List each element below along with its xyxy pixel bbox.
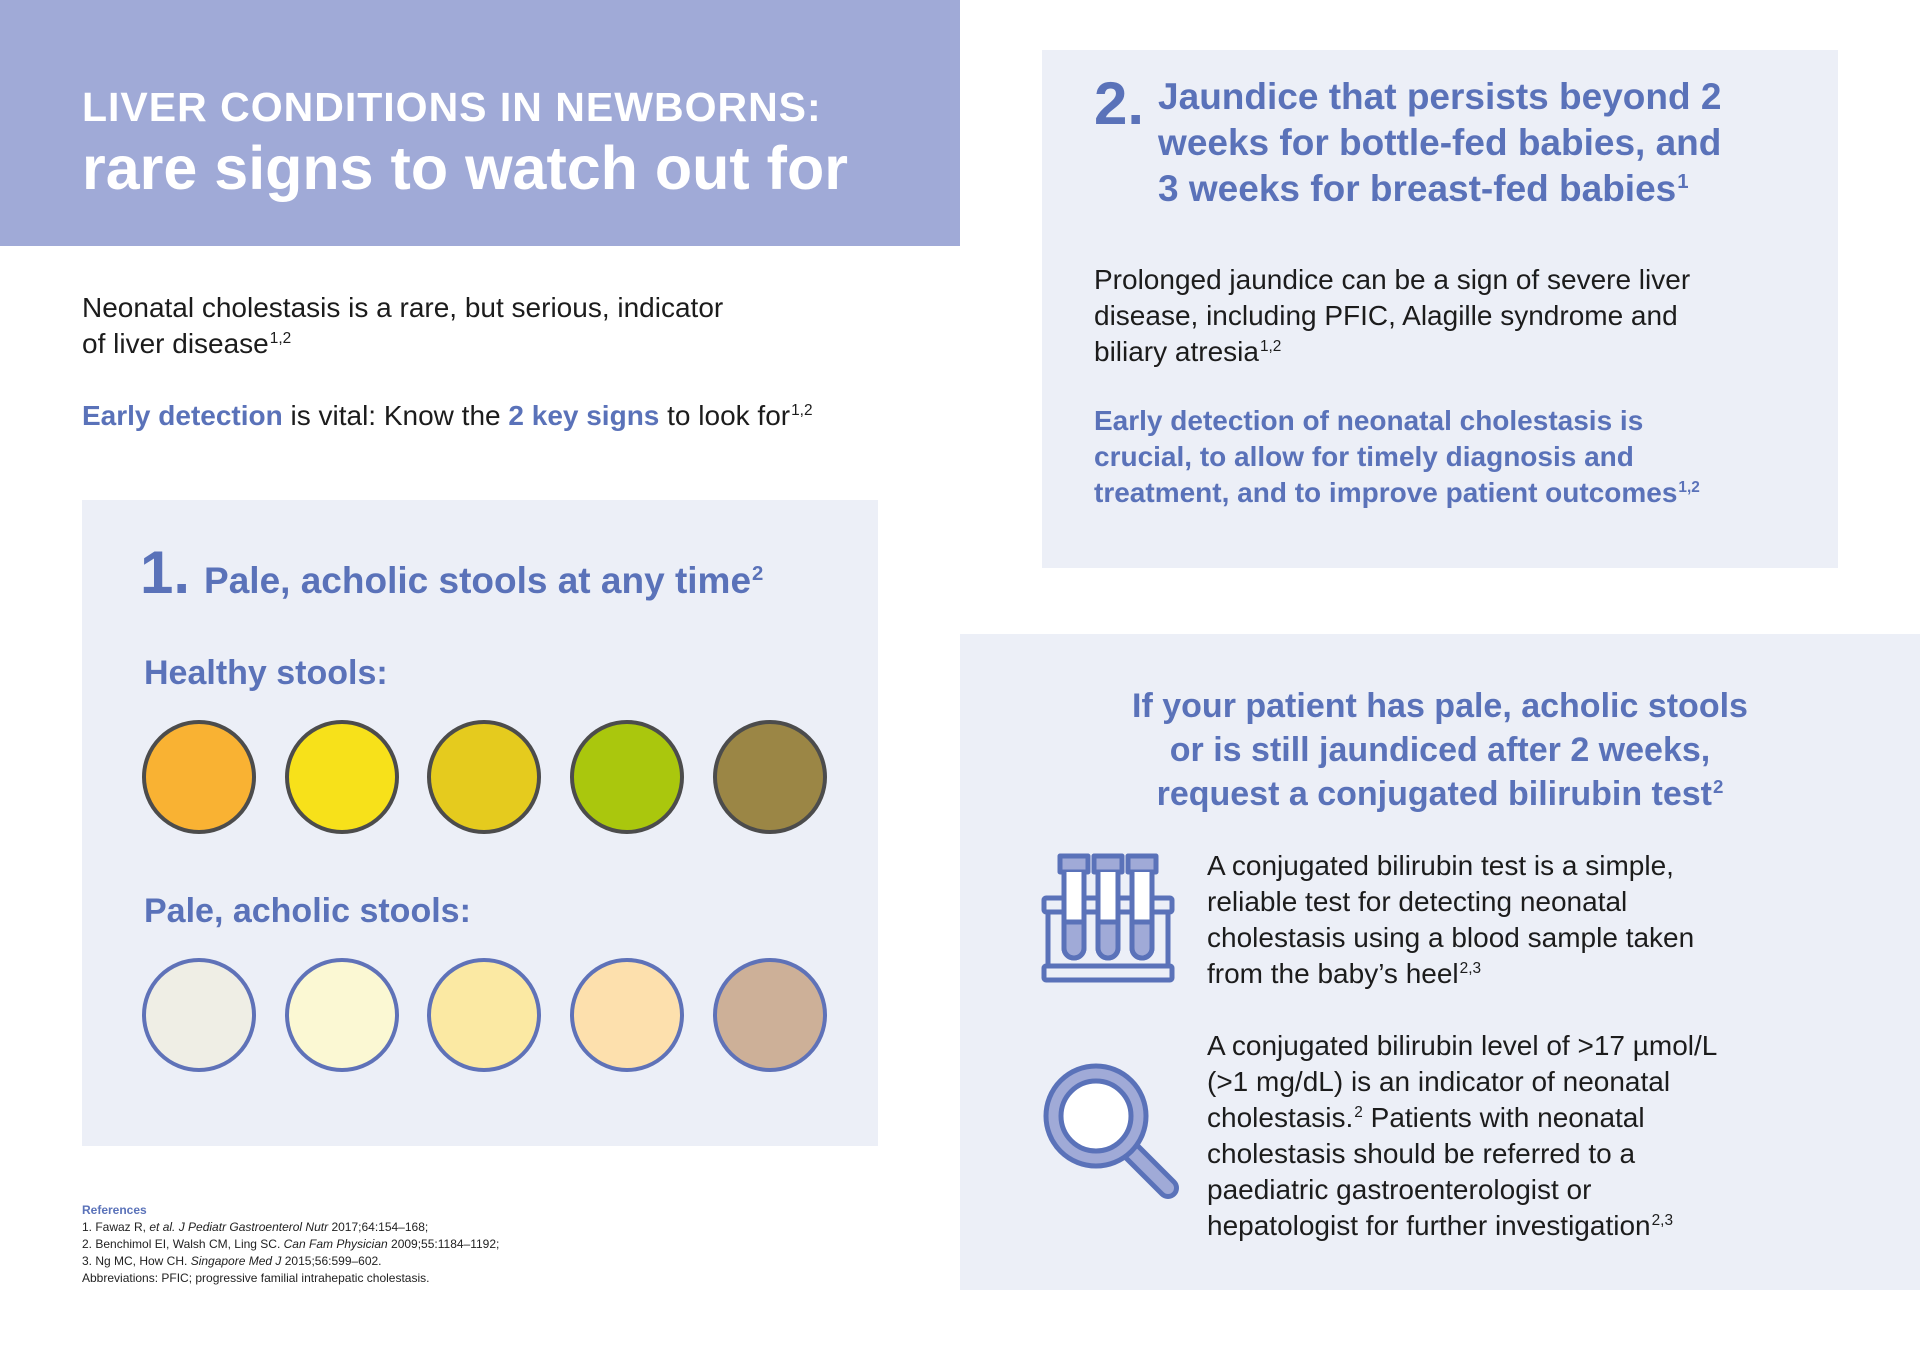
pale-stool-swatch bbox=[427, 958, 541, 1072]
test-heading-ref: 2 bbox=[1713, 775, 1724, 797]
level-line3b: Patients with neonatal bbox=[1362, 1102, 1645, 1133]
level-line1: A conjugated bilirubin level of >17 µmol/L bbox=[1207, 1030, 1718, 1061]
ref3-details: 2015;56:599–602. bbox=[281, 1254, 382, 1268]
level-line3-ref: 2 bbox=[1354, 1103, 1363, 1121]
pale-stools-label: Pale, acholic stools: bbox=[144, 892, 471, 930]
ref1-authors: 1. Fawaz R, bbox=[82, 1220, 150, 1234]
detect-ref: 1,2 bbox=[791, 401, 813, 419]
jaundice-emph-line2: crucial, to allow for timely diagnosis and bbox=[1094, 441, 1634, 472]
jaundice-body-line2: disease, including PFIC, Alagille syndrome and bbox=[1094, 300, 1678, 331]
healthy-stool-swatch bbox=[142, 720, 256, 834]
intro-text bbox=[82, 290, 882, 362]
jaundice-emph-ref: 1,2 bbox=[1678, 478, 1700, 496]
bilirubin-level-text bbox=[1207, 1028, 1847, 1244]
detect-text-2: to look for bbox=[659, 400, 791, 431]
intro-line2: of liver disease bbox=[82, 328, 269, 359]
healthy-stool-swatch bbox=[285, 720, 399, 834]
level-line4: cholestasis should be referred to a bbox=[1207, 1138, 1636, 1169]
test-heading-line3: request a conjugated bilirubin test bbox=[1156, 775, 1712, 813]
test-heading-line2: or is still jaundiced after 2 weeks, bbox=[1169, 731, 1711, 769]
ref2-details: 2009;55:1184–1192; bbox=[387, 1237, 500, 1251]
level-line6: hepatologist for further investigation bbox=[1207, 1210, 1651, 1241]
healthy-stool-swatch bbox=[713, 720, 827, 834]
test-desc-line4: from the baby’s heel bbox=[1207, 958, 1459, 989]
pale-stool-swatch bbox=[713, 958, 827, 1072]
level-line3a: cholestasis. bbox=[1207, 1102, 1354, 1133]
sign2-title-line2: weeks for bottle-fed babies, and bbox=[1158, 122, 1722, 163]
detect-emph-1: Early detection bbox=[82, 400, 283, 431]
ref2-authors: 2. Benchimol EI, Walsh CM, Ling SC. bbox=[82, 1237, 284, 1251]
test-description bbox=[1207, 848, 1827, 992]
reference-1 bbox=[82, 1219, 802, 1236]
test-desc-ref: 2,3 bbox=[1459, 959, 1482, 977]
ref1-journal: et al. J Pediatr Gastroenterol Nutr bbox=[149, 1220, 329, 1234]
references-title: References bbox=[82, 1203, 147, 1217]
level-ref: 2,3 bbox=[1651, 1211, 1674, 1229]
sign1-heading bbox=[140, 538, 763, 607]
ref3-authors: 3. Ng MC, How CH. bbox=[82, 1254, 191, 1268]
healthy-stools-label: Healthy stools: bbox=[144, 654, 388, 692]
jaundice-emphasis bbox=[1094, 403, 1814, 511]
ref1-details: 2017;64:154–168; bbox=[328, 1220, 429, 1234]
test-desc-line1: A conjugated bilirubin test is a simple, bbox=[1207, 850, 1674, 881]
sign1-number: 1. bbox=[140, 539, 191, 606]
sign2-number: 2. bbox=[1094, 70, 1145, 137]
sign1-ref: 2 bbox=[752, 562, 764, 585]
healthy-stool-swatch bbox=[570, 720, 684, 834]
detect-emph-2: 2 key signs bbox=[508, 400, 660, 431]
jaundice-body-line1: Prolonged jaundice can be a sign of severe liver bbox=[1094, 264, 1691, 295]
detection-text bbox=[82, 398, 962, 434]
jaundice-body-line3: biliary atresia bbox=[1094, 336, 1259, 367]
jaundice-emph-line1: Early detection of neonatal cholestasis is bbox=[1094, 405, 1644, 436]
level-line2: (>1 mg/dL) is an indicator of neonatal bbox=[1207, 1066, 1671, 1097]
test-heading bbox=[1040, 684, 1840, 816]
header-subtitle: LIVER CONDITIONS IN NEWBORNS: bbox=[82, 84, 822, 130]
references bbox=[82, 1202, 802, 1287]
test-heading-line1: If your patient has pale, acholic stools bbox=[1132, 687, 1748, 725]
magnifier-icon bbox=[1040, 1060, 1186, 1206]
test-tubes-icon bbox=[1040, 850, 1176, 986]
healthy-stool-swatch bbox=[427, 720, 541, 834]
sign2-ref: 1 bbox=[1677, 170, 1689, 193]
level-line5: paediatric gastroenterologist or bbox=[1207, 1174, 1592, 1205]
sign2-heading bbox=[1094, 70, 1818, 212]
sign1-title: Pale, acholic stools at any time bbox=[204, 560, 752, 601]
page-title: rare signs to watch out for bbox=[82, 134, 848, 202]
pale-stool-swatch bbox=[285, 958, 399, 1072]
jaundice-emph-line3: treatment, and to improve patient outcomes bbox=[1094, 477, 1678, 508]
jaundice-body bbox=[1094, 262, 1814, 370]
ref2-journal: Can Fam Physician bbox=[283, 1237, 388, 1251]
test-desc-line3: cholestasis using a blood sample taken bbox=[1207, 922, 1695, 953]
intro-ref: 1,2 bbox=[269, 329, 292, 347]
intro-line1: Neonatal cholestasis is a rare, but serious, indicator bbox=[82, 292, 724, 323]
sign2-title-line3: 3 weeks for breast-fed babies bbox=[1158, 168, 1677, 209]
reference-2 bbox=[82, 1236, 802, 1253]
test-desc-line2: reliable test for detecting neonatal bbox=[1207, 886, 1628, 917]
detect-text-1: is vital: Know the bbox=[282, 400, 509, 431]
sign2-title-line1: Jaundice that persists beyond 2 bbox=[1158, 76, 1722, 117]
reference-3 bbox=[82, 1253, 802, 1270]
abbreviations: Abbreviations: PFIC; progressive familial intrahepatic cholestasis. bbox=[82, 1271, 430, 1285]
jaundice-body-ref: 1,2 bbox=[1259, 337, 1282, 355]
pale-stool-swatch bbox=[142, 958, 256, 1072]
ref3-journal: Singapore Med J bbox=[190, 1254, 282, 1268]
pale-stool-swatch bbox=[570, 958, 684, 1072]
